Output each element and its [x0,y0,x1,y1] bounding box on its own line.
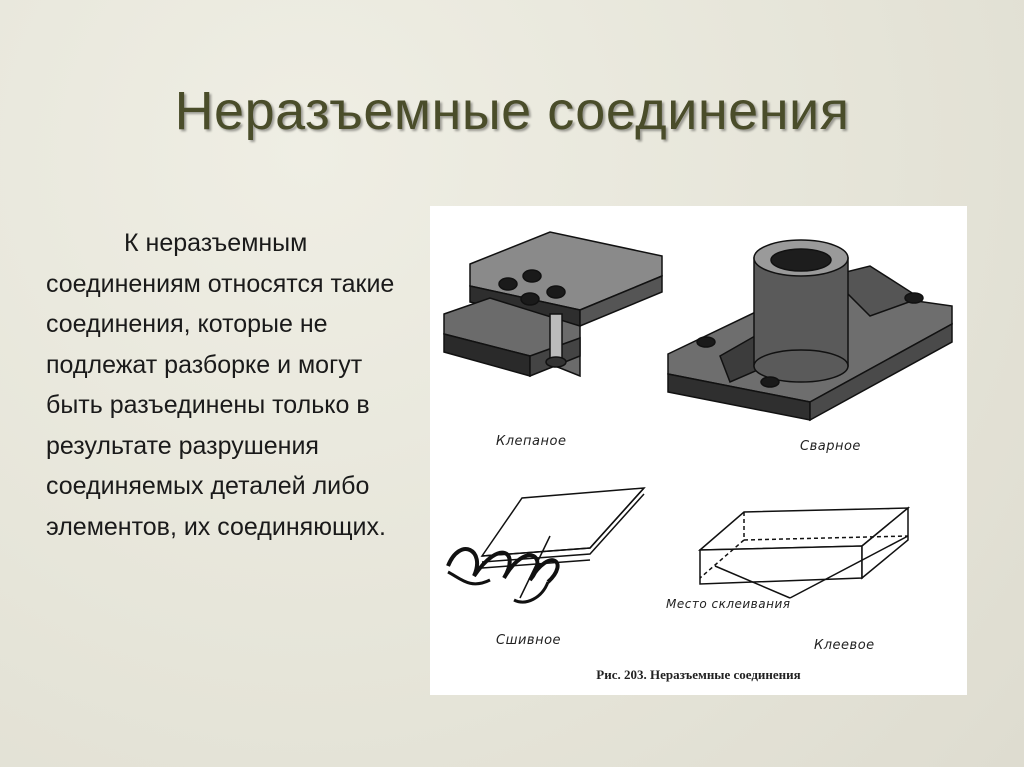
label-glued: Клеевое [814,638,875,653]
body-paragraph: К неразъемным соединениям относятся такие соединения, которые не подлежат разборке и могут быть разъединены только в результате разрушения соединяемых деталей либо элементов, их соединяющих. [46,229,395,541]
connections-illustration [430,206,967,695]
welded-joint-drawing [668,240,952,420]
glued-joint-drawing [700,508,908,598]
figure-caption: Рис. 203. Неразъемные соединения [596,667,801,682]
label-glue-place: Место склеивания [666,597,791,611]
riveted-joint-drawing [444,232,662,376]
figure-panel [430,206,967,695]
label-welded: Сварное [800,439,861,454]
label-stitched: Сшивное [496,633,562,648]
slide-title: Неразъемные соединения [174,81,850,141]
label-riveted: Клепаное [496,434,567,449]
stitched-joint-drawing [448,488,644,602]
